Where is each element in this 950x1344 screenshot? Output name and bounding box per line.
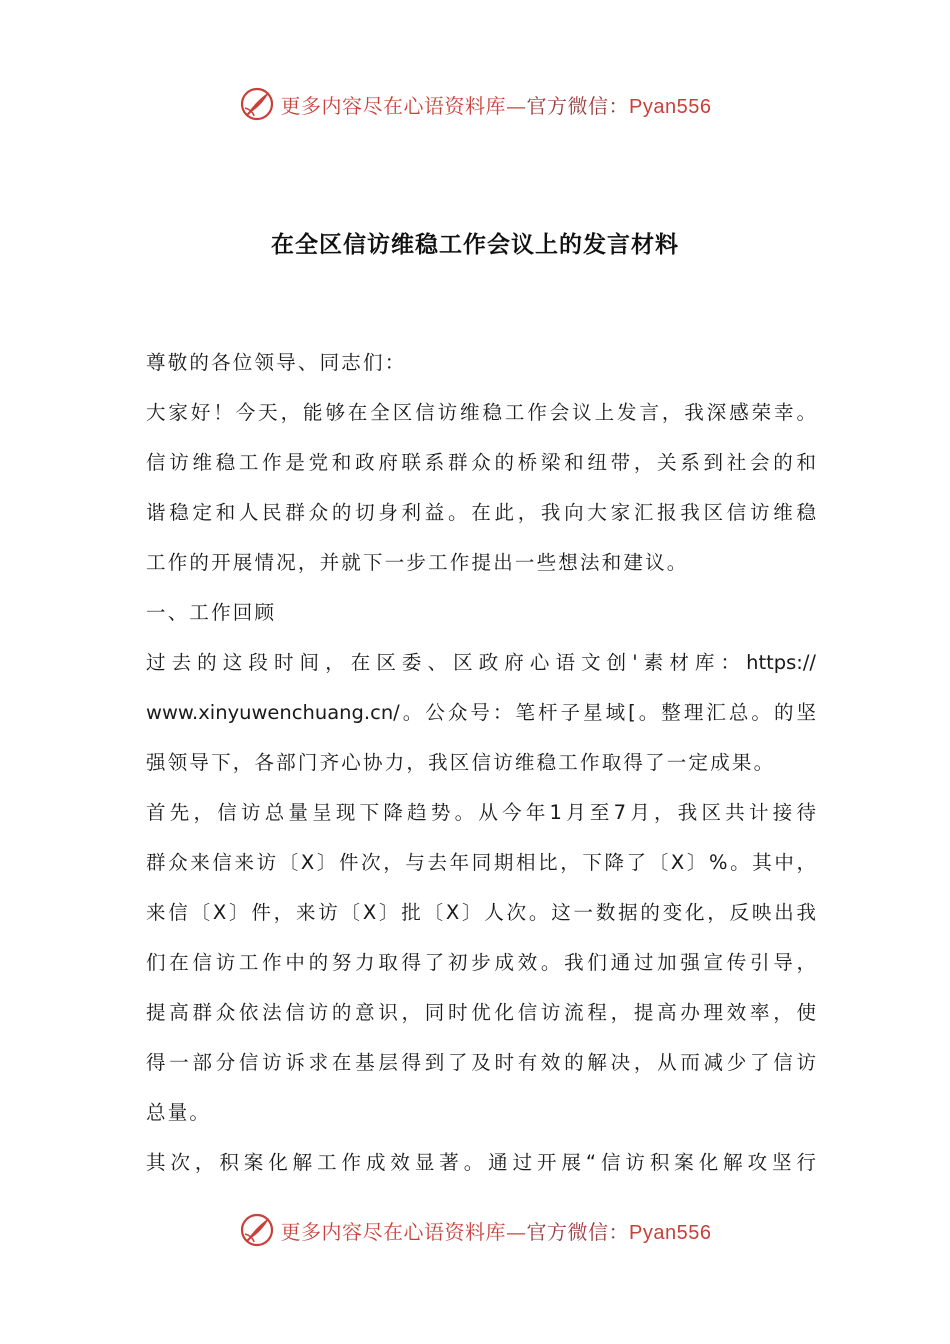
- paragraph-line: 提高群众依法信访的意识，同时优化信访流程，提高办理效率，使: [146, 1001, 816, 1024]
- watermark-wechat-label: 官方微信：: [526, 1219, 630, 1244]
- paragraph-line: 群众来信来访〔X〕件次，与去年同期相比，下降了〔X〕%。其中，: [146, 851, 816, 874]
- paragraph-line: 信访维稳工作是党和政府联系群众的桥梁和纽带，关系到社会的和: [146, 451, 816, 474]
- watermark-account: Pyan556: [629, 1221, 712, 1244]
- paragraph-line: 其次，积案化解工作成效显著。通过开展“信访积案化解攻坚行: [146, 1151, 816, 1174]
- watermark-main-text: 更多内容尽在心语资料库: [280, 1219, 507, 1244]
- paragraph-line: 总量。: [146, 1101, 212, 1124]
- paragraph-line: 工作的开展情况，并就下一步工作提出一些想法和建议。: [146, 551, 689, 574]
- watermark-main-text: 更多内容尽在心语资料库: [280, 93, 507, 118]
- paragraph-line: 们在信访工作中的努力取得了初步成效。我们通过加强宣传引导，: [146, 951, 816, 974]
- watermark-dash: —: [506, 1219, 527, 1244]
- quill-pen-logo-icon: [239, 86, 275, 122]
- paragraph-line: 得一部分信访诉求在基层得到了及时有效的解决，从而减少了信访: [146, 1051, 816, 1074]
- paragraph-line: 强领导下，各部门齐心协力，我区信访维稳工作取得了一定成果。: [146, 751, 776, 774]
- watermark-wechat-label: 官方微信：: [526, 93, 630, 118]
- watermark-text: [281, 1216, 712, 1245]
- document-body: [146, 338, 816, 1188]
- paragraph-line: www.xinyuwenchuang.cn/。公众号：笔杆子星域[。整理汇总。的坚: [146, 701, 816, 724]
- quill-pen-logo-icon: [239, 1212, 275, 1248]
- watermark-text: [281, 90, 712, 119]
- section-heading: 一、工作回顾: [146, 601, 277, 624]
- paragraph-line: 来信〔X〕件，来访〔X〕批〔X〕人次。这一数据的变化，反映出我: [146, 901, 816, 924]
- watermark-account: Pyan556: [629, 95, 712, 118]
- paragraph-line: 过去的这段时间，在区委、区政府心语文创'素材库：https://: [146, 651, 816, 674]
- paragraph-line: 首先，信访总量呈现下降趋势。从今年1月至7月，我区共计接待: [146, 801, 816, 824]
- paragraph-line: 谐稳定和人民群众的切身利益。在此，我向大家汇报我区信访维稳: [146, 501, 816, 524]
- document-title: 在全区信访维稳工作会议上的发言材料: [271, 232, 679, 258]
- paragraph-line: 尊敬的各位领导、同志们：: [146, 351, 407, 374]
- header-watermark-banner: [0, 84, 950, 124]
- footer-watermark-banner: [0, 1210, 950, 1250]
- paragraph-line: 大家好！今天，能够在全区信访维稳工作会议上发言，我深感荣幸。: [146, 401, 816, 424]
- watermark-dash: —: [506, 93, 527, 118]
